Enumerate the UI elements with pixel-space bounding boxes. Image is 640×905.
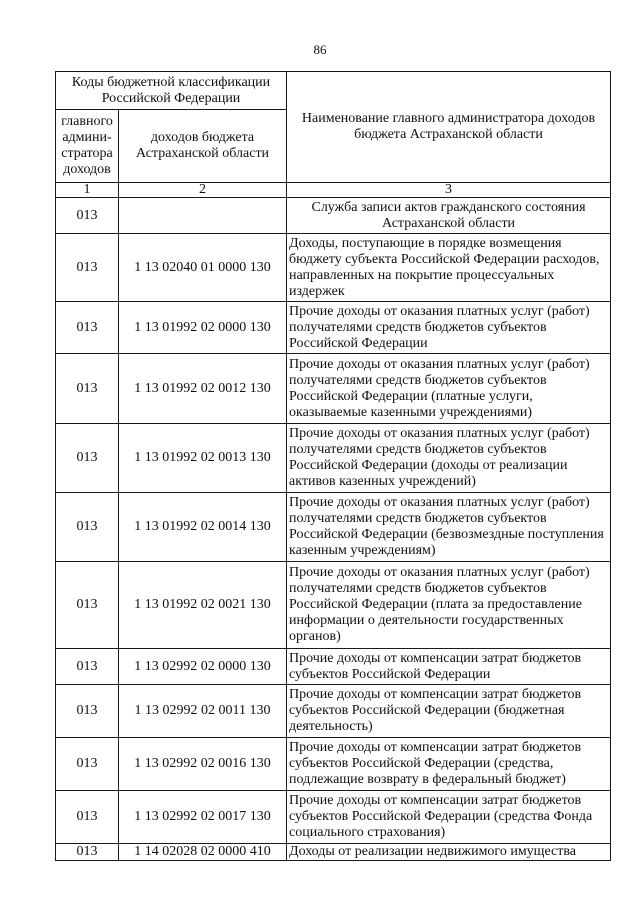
header-row-1: [56, 72, 611, 110]
table-row: [56, 198, 611, 234]
admin-code-cell: 013: [56, 424, 119, 493]
revenue-code-cell: 1 14 02028 02 0000 410: [119, 844, 287, 861]
revenue-name-cell: Прочие доходы от оказания платных услуг (работ) получателями средств бюджетов субъектов Российской Федерации (платные услуги, оказываемые казенными учреждениями): [287, 354, 611, 424]
admin-code-cell: 013: [56, 198, 119, 234]
revenue-name-cell: Прочие доходы от компенсации затрат бюджетов субъектов Российской Федерации: [287, 649, 611, 685]
name-column-header: Наименование главного администратора доходов бюджета Астраханской области: [287, 72, 611, 183]
budget-codes-table: [55, 71, 611, 861]
admin-code-cell: 013: [56, 844, 119, 861]
revenue-code-cell: 1 13 01992 02 0013 130: [119, 424, 287, 493]
revenue-code-cell: 1 13 01992 02 0021 130: [119, 562, 287, 649]
revenue-name-cell: Доходы, поступающие в порядке возмещения бюджету субъекта Российской Федерации расходов, направленных на покрытие процессуальных издержек: [287, 234, 611, 302]
table-row: [56, 302, 611, 354]
revenue-name-cell: Прочие доходы от оказания платных услуг (работ) получателями средств бюджетов субъектов Российской Федерации (безвозмездные поступления казенным учреждениям): [287, 493, 611, 562]
revenue-code-cell: 1 13 02992 02 0016 130: [119, 738, 287, 791]
revenue-code-cell: 1 13 02992 02 0017 130: [119, 791, 287, 844]
codes-group-header: Коды бюджетной классификации Российской Федерации: [56, 72, 287, 110]
admin-code-cell: 013: [56, 685, 119, 738]
admin-code-cell: 013: [56, 738, 119, 791]
admin-code-cell: 013: [56, 562, 119, 649]
revenue-code-cell: 1 13 01992 02 0000 130: [119, 302, 287, 354]
revenue-code-cell: 1 13 01992 02 0012 130: [119, 354, 287, 424]
table-row: [56, 234, 611, 302]
admin-code-cell: 013: [56, 791, 119, 844]
table-row: [56, 649, 611, 685]
table-row: [56, 844, 611, 861]
administrator-name-cell: Служба записи актов гражданского состояния Астраханской области: [287, 198, 611, 234]
revenue-name-cell: Прочие доходы от оказания платных услуг (работ) получателями средств бюджетов субъектов Российской Федерации: [287, 302, 611, 354]
admin-code-cell: 013: [56, 234, 119, 302]
revenue-name-cell: Доходы от реализации недвижимого имущества: [287, 844, 611, 861]
table-row: [56, 685, 611, 738]
column-index-row: [56, 183, 611, 198]
revenue-name-cell: Прочие доходы от компенсации затрат бюджетов субъектов Российской Федерации (средства Фонда социального страхования): [287, 791, 611, 844]
table-row: [56, 493, 611, 562]
table-row: [56, 424, 611, 493]
admin-code-cell: 013: [56, 493, 119, 562]
revenue-code-cell: 1 13 02992 02 0000 130: [119, 649, 287, 685]
revenue-code-cell: [119, 198, 287, 234]
admin-code-cell: 013: [56, 649, 119, 685]
page-number: 86: [313, 42, 327, 57]
admin-code-cell: 013: [56, 354, 119, 424]
table-row: [56, 354, 611, 424]
column-index-1: 1: [56, 183, 119, 198]
revenue-name-cell: Прочие доходы от оказания платных услуг (работ) получателями средств бюджетов субъектов Российской Федерации (плата за предоставление информации о деятельности государственных органов): [287, 562, 611, 649]
table-row: [56, 791, 611, 844]
revenue-code-cell: 1 13 02040 01 0000 130: [119, 234, 287, 302]
table-row: [56, 562, 611, 649]
table-row: [56, 738, 611, 791]
revenue-code-column-header: доходов бюджета Астраханской области: [119, 110, 287, 183]
column-index-2: 2: [119, 183, 287, 198]
admin-code-cell: 013: [56, 302, 119, 354]
revenue-name-cell: Прочие доходы от компенсации затрат бюджетов субъектов Российской Федерации (бюджетная деятельность): [287, 685, 611, 738]
revenue-name-cell: Прочие доходы от компенсации затрат бюджетов субъектов Российской Федерации (средства, подлежащие возврату в федеральный бюджет): [287, 738, 611, 791]
revenue-name-cell: Прочие доходы от оказания платных услуг (работ) получателями средств бюджетов субъектов Российской Федерации (доходы от реализации активов казенных учреждений): [287, 424, 611, 493]
revenue-code-cell: 1 13 02992 02 0011 130: [119, 685, 287, 738]
column-index-3: 3: [287, 183, 611, 198]
admin-column-header: главного админи-стратора доходов: [56, 110, 119, 183]
revenue-code-cell: 1 13 01992 02 0014 130: [119, 493, 287, 562]
